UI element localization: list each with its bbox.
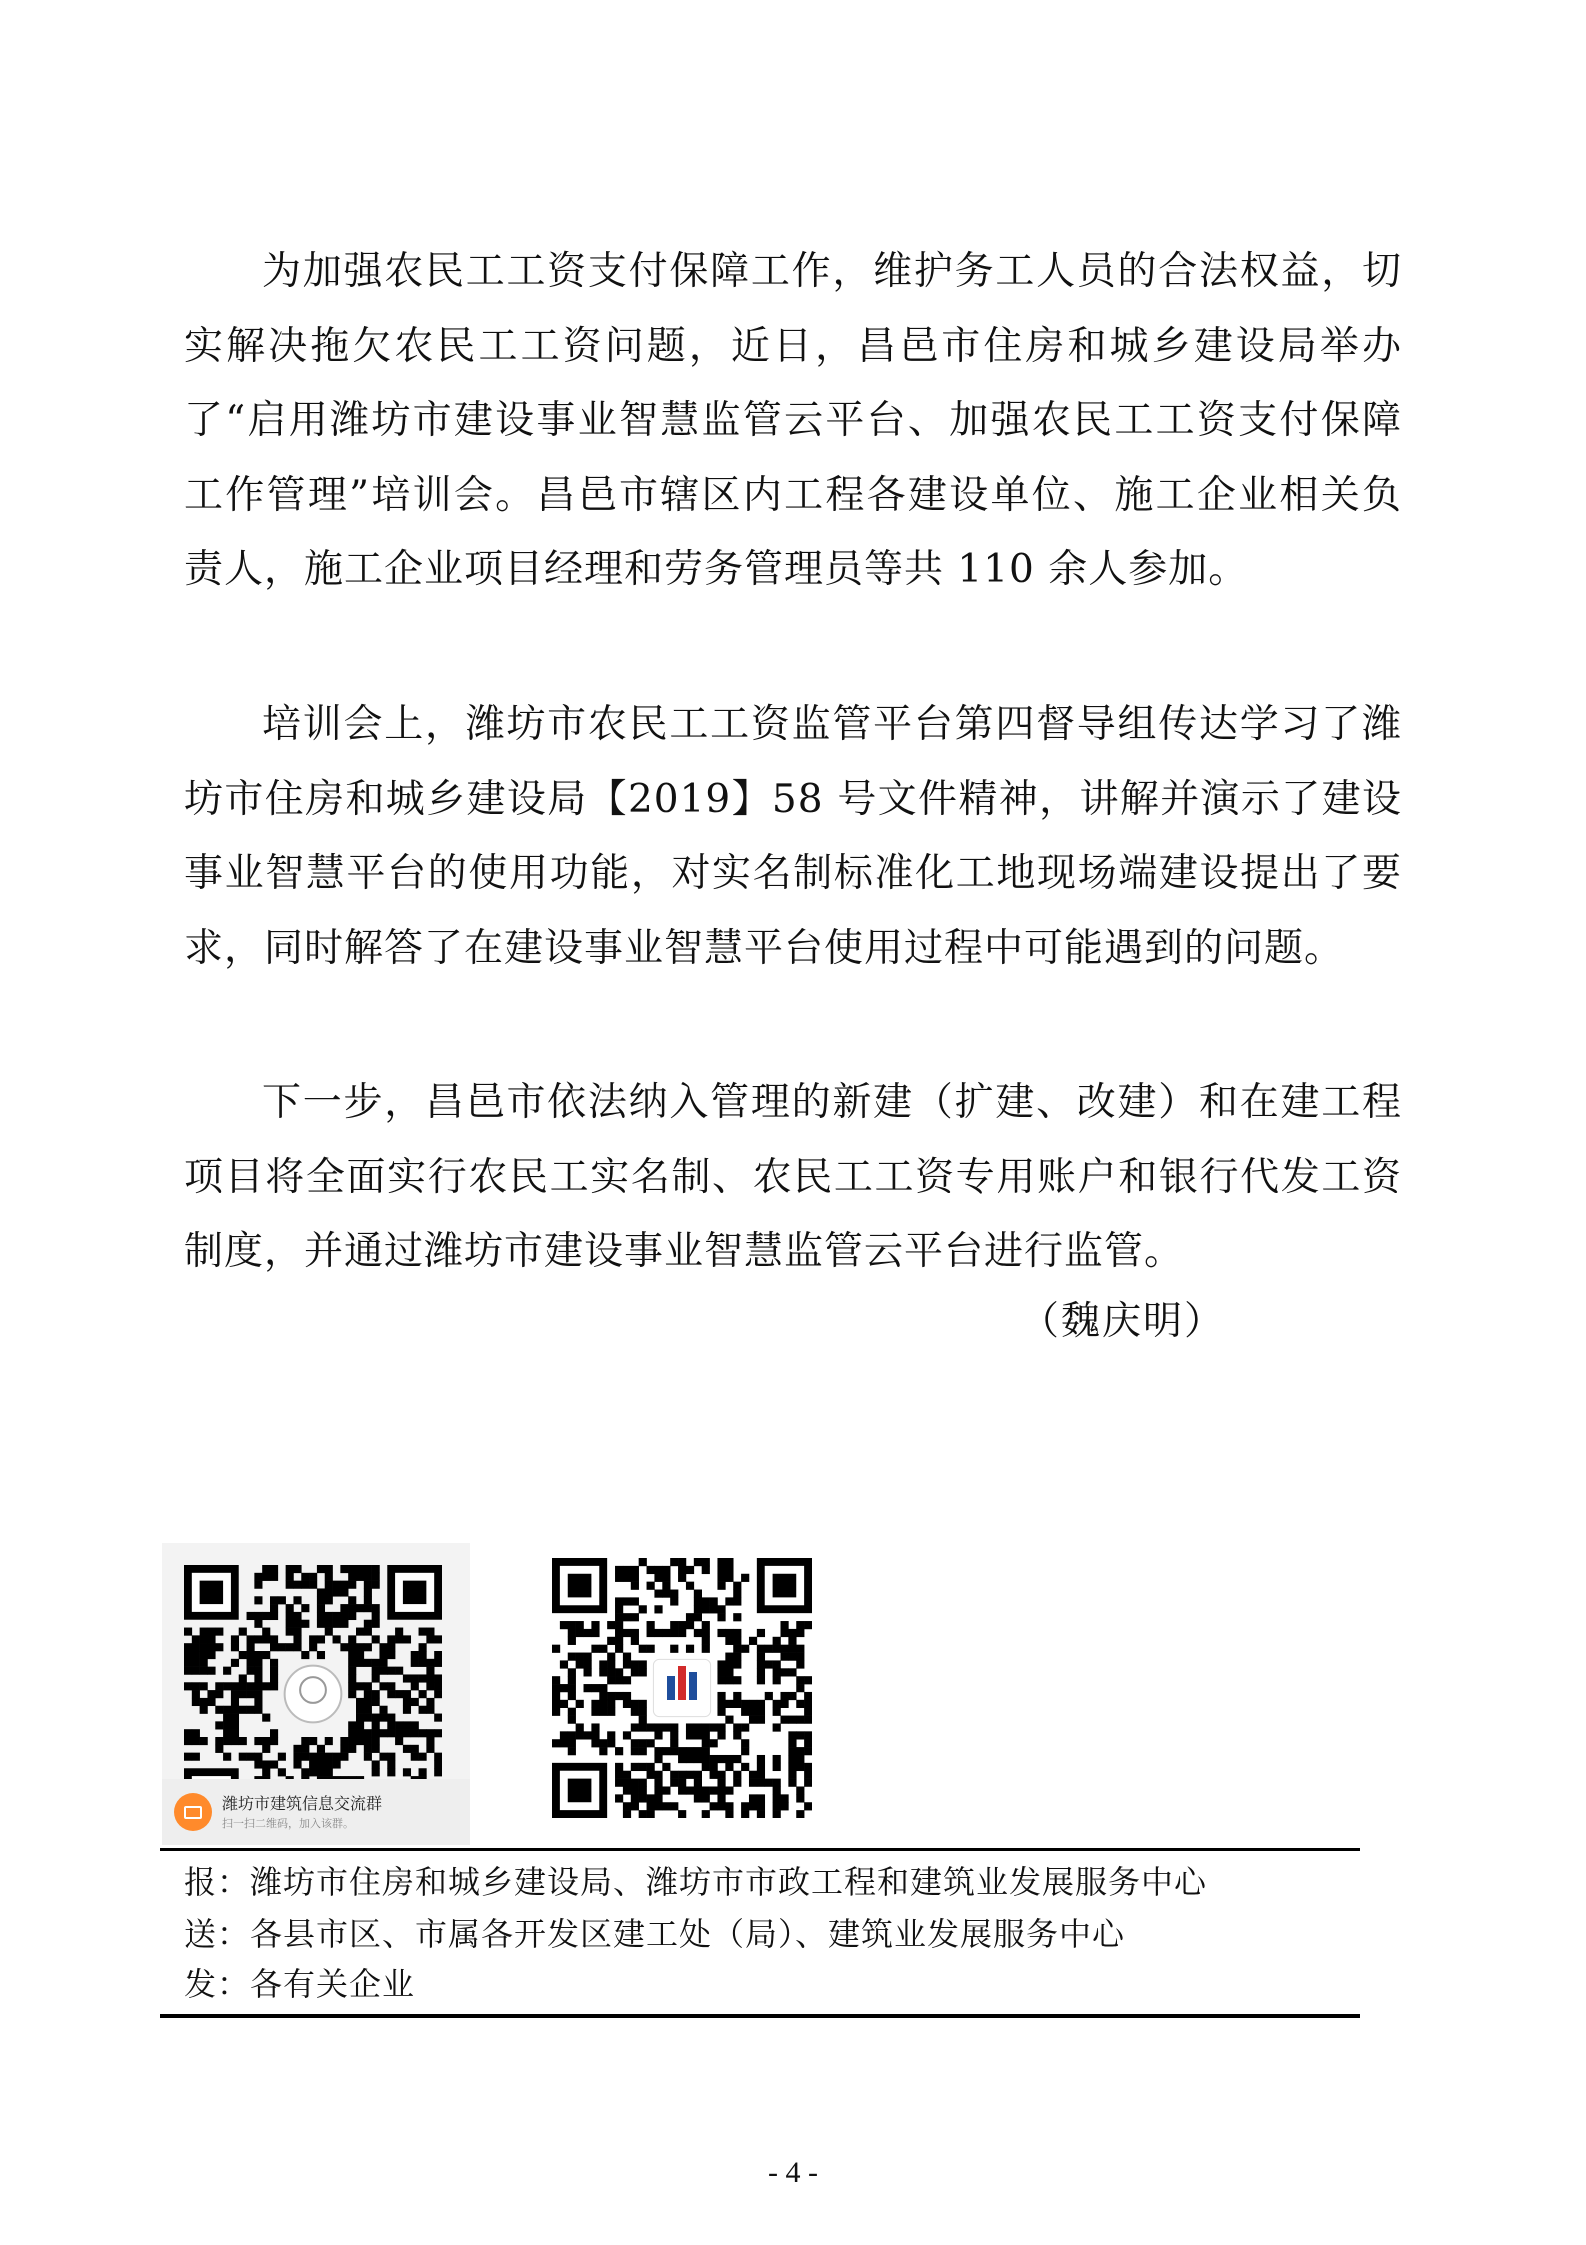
issue-line: 发：各有关企业 bbox=[184, 1965, 416, 2003]
briefcase-icon bbox=[174, 1793, 212, 1831]
official-account-qr-code bbox=[552, 1558, 812, 1818]
qr-card-footer bbox=[162, 1779, 470, 1845]
wechat-group-qr-card bbox=[162, 1543, 470, 1845]
divider-bottom bbox=[160, 2014, 1360, 2018]
article-paragraph: 培训会上，潍坊市农民工工资监管平台第四督导组传达学习了潍坊市住房和城乡建设局【2019】58 号文件精神，讲解并演示了建设事业智慧平台的使用功能，对实名制标准化工地现场端建设提出了要求，同时解答了在建设事业智慧平台使用过程中可能遇到的问题。 bbox=[184, 702, 1402, 971]
author-signature: （魏庆明） bbox=[1020, 1299, 1226, 1344]
page-number: - 4 - bbox=[768, 2156, 818, 2189]
report-line: 报：潍坊市住房和城乡建设局、潍坊市市政工程和建筑业发展服务中心 bbox=[184, 1863, 1208, 1901]
divider-top bbox=[160, 1848, 1360, 1851]
group-name: 潍坊市建筑信息交流群 bbox=[222, 1794, 383, 1813]
article-paragraph: 下一步，昌邑市依法纳入管理的新建（扩建、改建）和在建工程项目将全面实行农民工实名制、农民工工资专用账户和银行代发工资制度，并通过潍坊市建设事业智慧监管云平台进行监管。 bbox=[184, 1080, 1402, 1274]
article-paragraph: 为加强农民工工资支付保障工作，维护务工人员的合法权益，切实解决拖欠农民工工资问题，近日，昌邑市住房和城乡建设局举办了“启用潍坊市建设事业智慧监管云平台、加强农民工工资支付保障工作管理”培训会。昌邑市辖区内工程各建设单位、施工企业相关负责人，施工企业项目经理和劳务管理员等共 110 余人参加。 bbox=[184, 249, 1402, 592]
group-scan-hint: 扫一扫二维码，加入该群。 bbox=[222, 1817, 354, 1830]
send-line: 送：各县市区、市属各开发区建工处（局）、建筑业发展服务中心 bbox=[184, 1915, 1126, 1953]
